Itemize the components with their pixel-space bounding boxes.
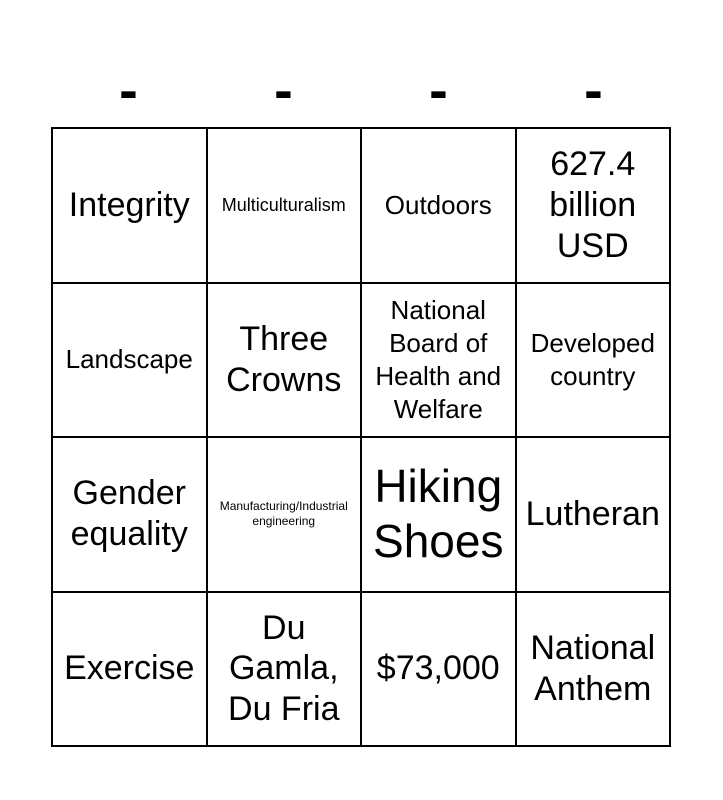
bingo-cell-text: Integrity <box>68 185 190 224</box>
bingo-cell-text: Three Crowns <box>226 319 342 399</box>
bingo-cell-text: National Anthem <box>530 628 656 708</box>
bingo-cell-r1c2[interactable] <box>208 129 363 284</box>
bingo-cell-text: Hiking Shoes <box>373 460 504 568</box>
bingo-cell-r3c1[interactable] <box>53 438 208 593</box>
bingo-cell-text: Landscape <box>65 344 193 375</box>
bingo-cell-r2c4[interactable] <box>517 284 672 439</box>
bingo-cell-text: Manufacturing/Industrial engineering <box>219 499 348 529</box>
bingo-cell-text: Du Gamla, Du Fria <box>228 608 340 729</box>
bingo-cell-r1c4[interactable] <box>517 129 672 284</box>
header-column-1: - <box>119 58 138 121</box>
bingo-cell-r4c4[interactable] <box>517 593 672 748</box>
header-column-4: - <box>584 58 603 121</box>
bingo-cell-r3c4[interactable] <box>517 438 672 593</box>
bingo-cell-text: Lutheran <box>525 494 660 533</box>
bingo-cell-r2c1[interactable] <box>53 284 208 439</box>
bingo-cell-r3c2[interactable] <box>208 438 363 593</box>
bingo-cell-text: Outdoors <box>384 189 492 220</box>
bingo-cell-text: National Board of Health and Welfare <box>375 294 502 424</box>
bingo-board <box>51 127 671 747</box>
bingo-cell-text: Multiculturalism <box>221 194 346 215</box>
bingo-cell-r4c2[interactable] <box>208 593 363 748</box>
bingo-cell-text: Exercise <box>64 649 195 688</box>
bingo-cell-r2c2[interactable] <box>208 284 363 439</box>
bingo-header <box>51 60 671 120</box>
bingo-cell-text: Gender equality <box>70 474 188 554</box>
bingo-cell-r4c1[interactable] <box>53 593 208 748</box>
bingo-cell-text: $73,000 <box>376 649 500 688</box>
header-column-2: - <box>274 58 293 121</box>
bingo-cell-r1c1[interactable] <box>53 129 208 284</box>
header-column-3: - <box>429 58 448 121</box>
bingo-cell-text: 627.4 billion USD <box>549 145 637 265</box>
bingo-cell-r1c3[interactable] <box>362 129 517 284</box>
bingo-cell-r4c3[interactable] <box>362 593 517 748</box>
bingo-cell-r3c3[interactable] <box>362 438 517 593</box>
bingo-cell-r2c3[interactable] <box>362 284 517 439</box>
bingo-cell-text: Developed country <box>530 327 655 391</box>
